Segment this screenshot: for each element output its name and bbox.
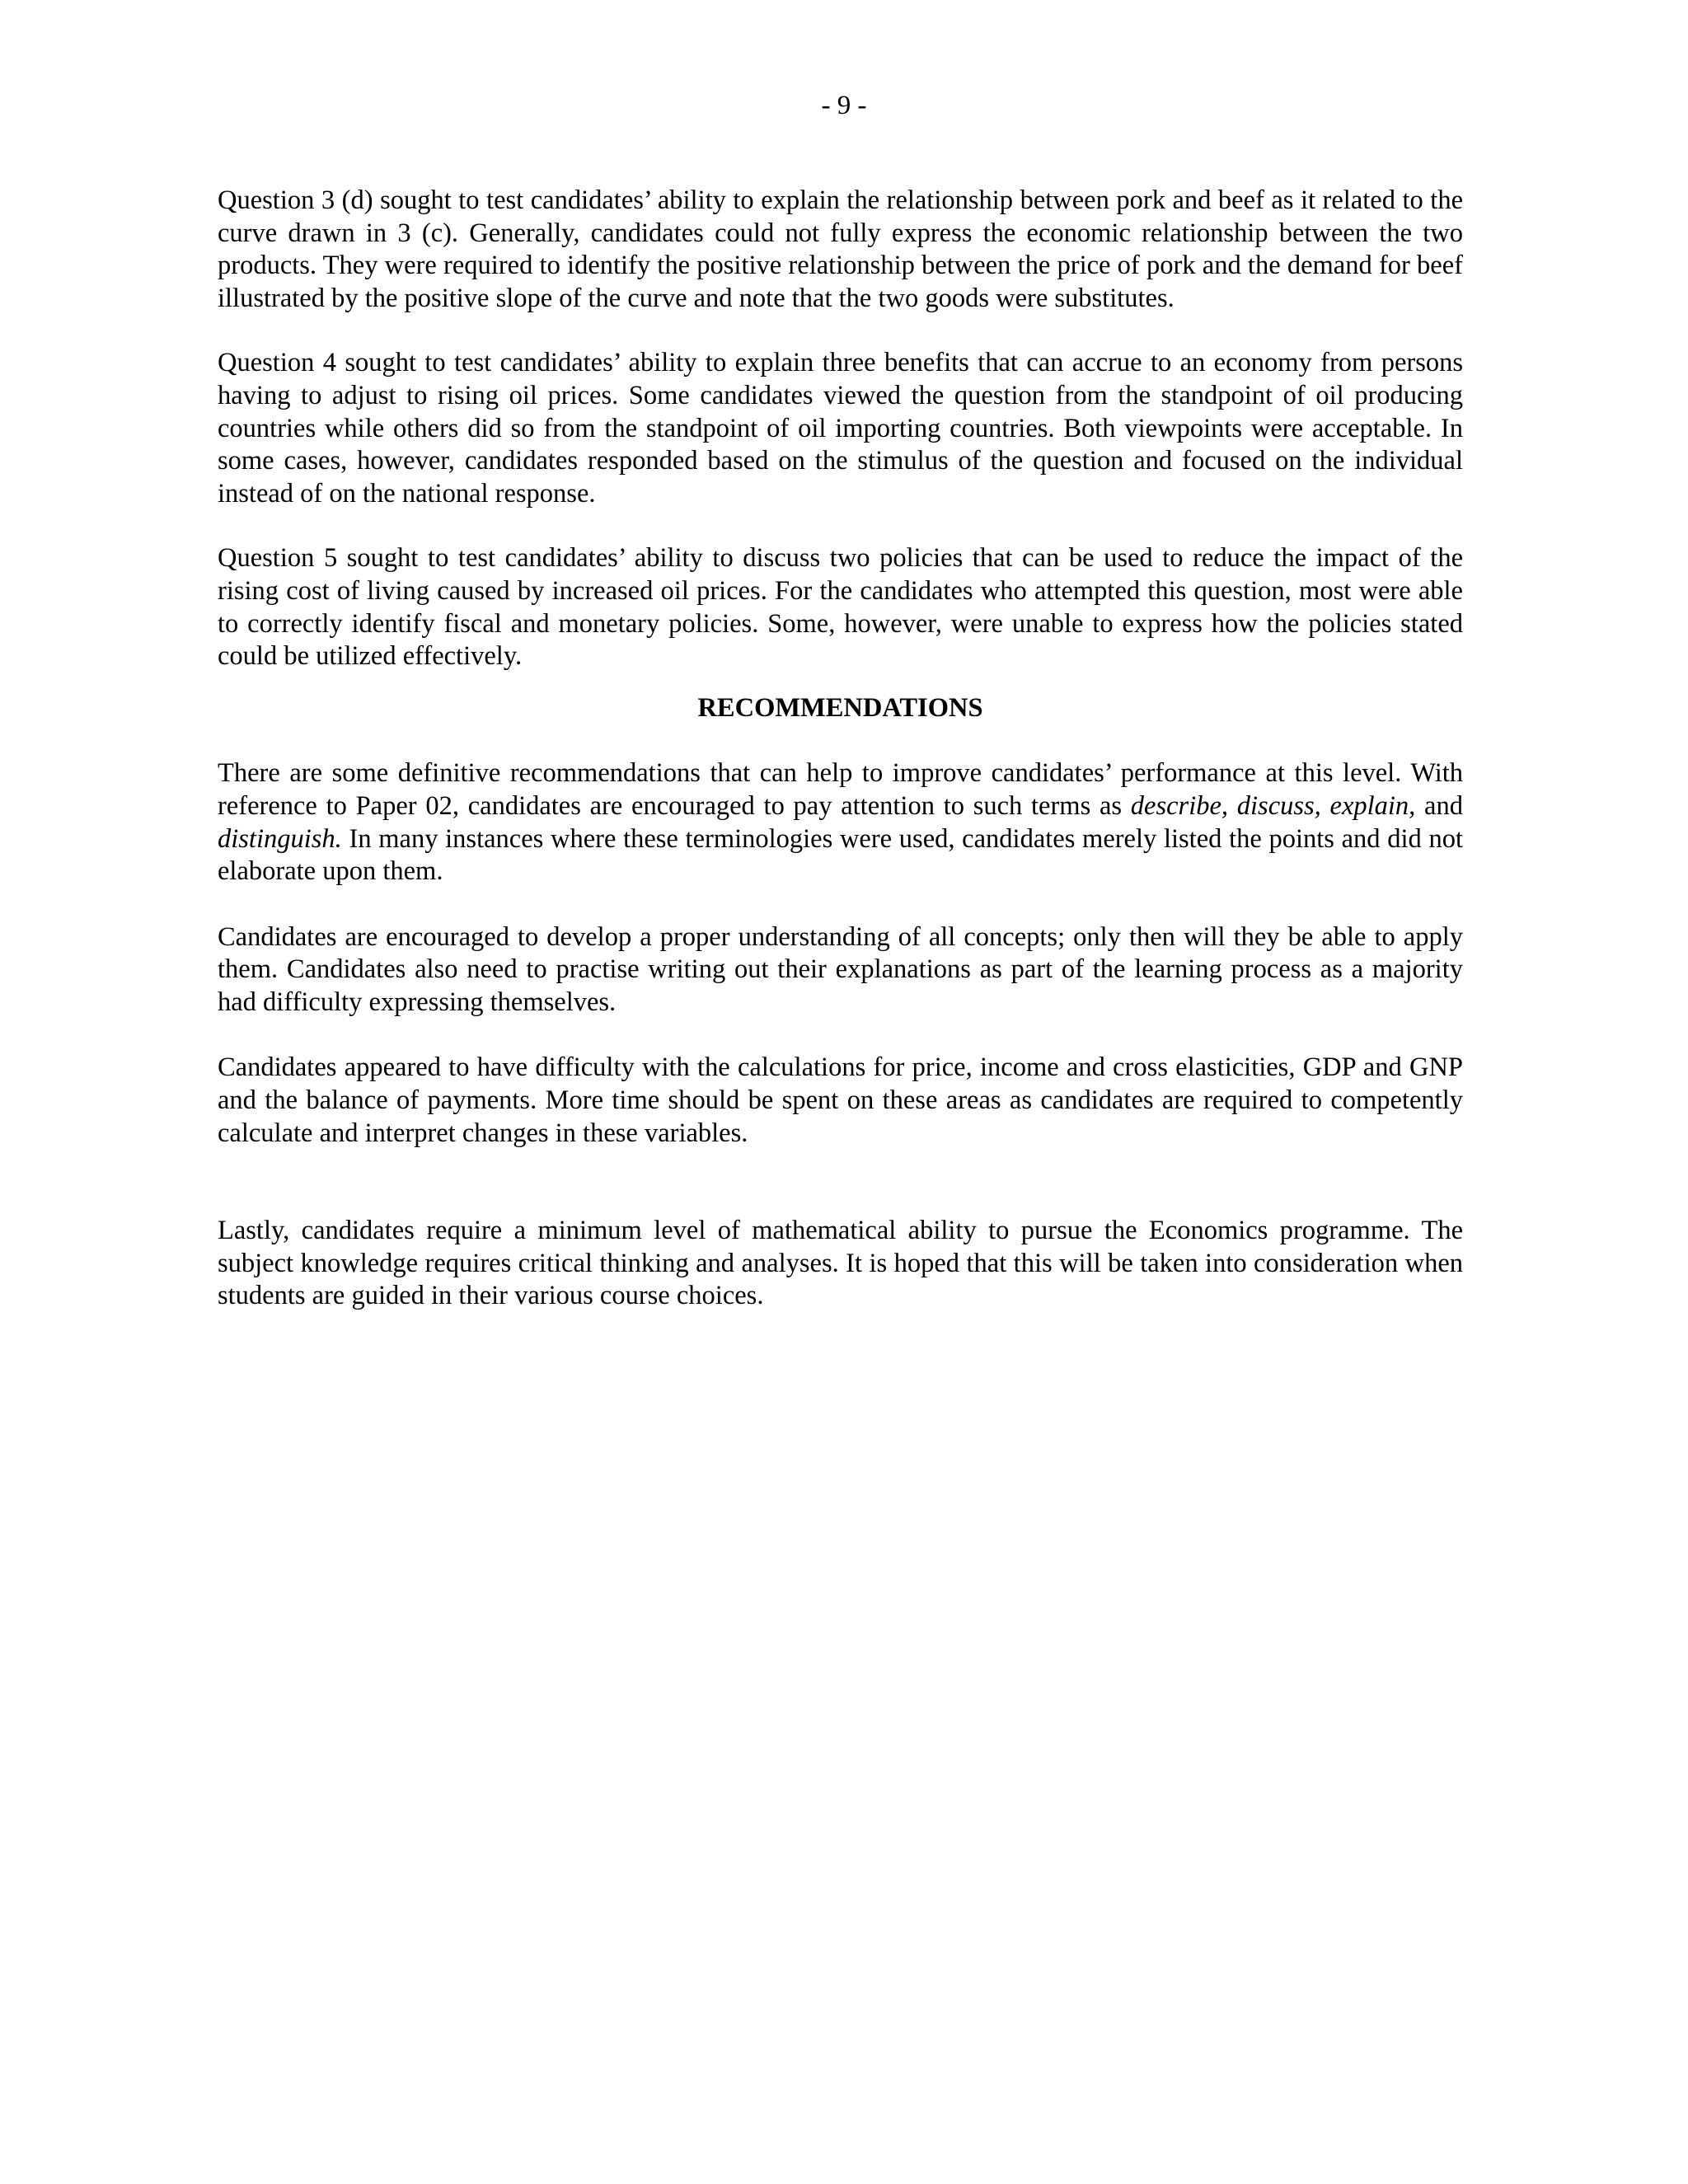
recommendation-term-list: describe, discuss, explain,	[1130, 790, 1416, 821]
paragraph-recommendation-terms	[218, 757, 1463, 888]
paragraph-recommendation-mathematics: Lastly, candidates require a minimum level of mathematical ability to pursue the Economics programme. The subject knowledge requires critical thinking and analyses. It is hoped that this will be taken into consideration when students are guided in their various course choices.	[218, 1216, 1463, 1311]
paragraph-recommendation-concepts: Candidates are encouraged to develop a proper understanding of all concepts; only then will they be able to apply them. Candidates also need to practise writing out their explanations as part of the learning process as a majority had difficulty expressing themselves.	[218, 921, 1463, 1017]
paragraph-question-4: Question 4 sought to test candidates’ ability to explain three benefits that can accrue to an economy from persons having to adjust to rising oil prices. Some candidates viewed the question from the standpoint of oil producing countries while others did so from the standpoint of oil importing countries. Both viewpoints were acceptable. In some cases, however, candidates responded based on the stimulus of the question and focused on the individual instead of on the national response.	[218, 348, 1463, 509]
recommendations-heading: RECOMMENDATIONS	[697, 692, 983, 723]
paragraph-recommendation-calculations: Candidates appeared to have difficulty with the calculations for price, income and cross elasticities, GDP and GNP and the balance of payments. More time should be spent on these areas as candidates are required to competently calculate and interpret changes in these variables.	[218, 1052, 1463, 1148]
paragraph-question-3d: Question 3 (d) sought to test candidates’ ability to explain the relationship between pork and beef as it related to the curve drawn in 3 (c). Generally, candidates could not fully express the economic relationship between the two products. They were required to identify the positive relationship between the price of pork and the demand for beef illustrated by the positive slope of the curve and note that the two goods were substitutes.	[218, 185, 1463, 313]
recommendation-terms-text-2: and	[1415, 790, 1463, 821]
page-body	[218, 185, 1463, 1313]
page-number: - 9 -	[821, 91, 867, 120]
recommendation-terms-text-1: There are some definitive recommendations that can help to improve candidates’ performance at this level. With reference to Paper 02, candidates are encouraged to pay attention to such terms as	[218, 758, 1463, 821]
paragraph-question-5: Question 5 sought to test candidates’ ability to discuss two policies that can be used to reduce the impact of the rising cost of living caused by increased oil prices. For the candidates who attempted this question, most were able to correctly identify fiscal and monetary policies. Some, however, were unable to express how the policies stated could be utilized effectively.	[218, 543, 1463, 672]
recommendation-term-distinguish: distinguish.	[218, 823, 342, 854]
recommendation-terms-text-3: In many instances where these terminologies were used, candidates merely listed the points and did not elaborate upon them.	[218, 823, 1463, 887]
